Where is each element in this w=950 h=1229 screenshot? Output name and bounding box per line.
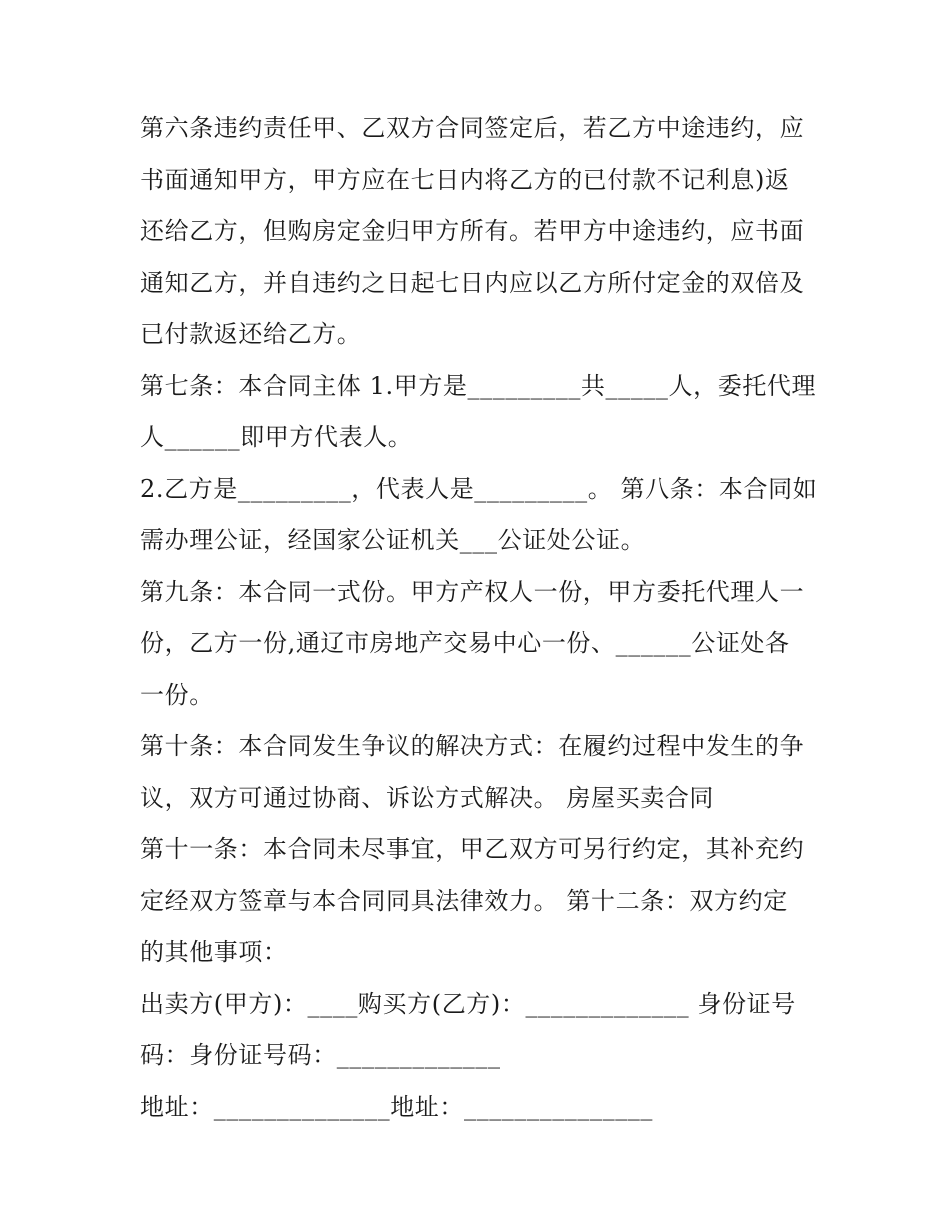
text-line: 一份。 bbox=[140, 680, 214, 709]
text-line: 第十条：本合同发生争议的解决方式：在履约过程中发生的争 bbox=[140, 732, 805, 760]
text-line: 人______即甲方代表人。 bbox=[140, 423, 413, 451]
signatures-paragraph bbox=[140, 979, 820, 1082]
text-line: 的其他事项： bbox=[140, 938, 288, 966]
article-9-paragraph bbox=[140, 567, 820, 722]
text-line: 已付款返还给乙方。 bbox=[140, 320, 362, 348]
text-line: 第六条违约责任甲、乙双方合同签定后，若乙方中途违约，应 bbox=[140, 114, 805, 142]
text-line: 需办理公证，经国家公证机关___公证处公证。 bbox=[140, 526, 646, 554]
text-line: 出卖方(甲方)：____购买方(乙方)：_____________ 身份证号 bbox=[140, 989, 796, 1018]
text-line: 码：身份证号码：_____________ bbox=[140, 1041, 501, 1069]
addresses-paragraph bbox=[140, 1082, 820, 1134]
text-line: 还给乙方，但购房定金归甲方所有。若甲方中途违约，应书面 bbox=[140, 217, 805, 245]
text-line: 议，双方可通过协商、诉讼方式解决。 房屋买卖合同 bbox=[140, 783, 715, 812]
article-10-paragraph bbox=[140, 721, 820, 824]
text-line: 第九条：本合同一式份。甲方产权人一份，甲方委托代理人一 bbox=[140, 577, 805, 606]
text-line: 第七条：本合同主体 1.甲方是_________共_____人，委托代理 bbox=[140, 371, 817, 400]
text-line: 份，乙方一份,通辽市房地产交易中心一份、______公证处各 bbox=[140, 629, 790, 657]
article-7-paragraph bbox=[140, 361, 820, 464]
text-line: 地址：______________地址：_______________ bbox=[140, 1092, 653, 1121]
article-11-12-paragraph bbox=[140, 824, 820, 979]
article-7-8-paragraph bbox=[140, 464, 820, 567]
text-line: 定经双方签章与本合同同具法律效力。 第十二条：双方约定 bbox=[140, 886, 788, 915]
text-line: 通知乙方，并自违约之日起七日内应以乙方所付定金的双倍及 bbox=[140, 268, 805, 297]
contract-page bbox=[140, 103, 820, 1133]
text-line: 书面通知甲方，甲方应在七日内将乙方的已付款不记利息)返 bbox=[140, 165, 790, 194]
article-6-paragraph bbox=[140, 103, 820, 361]
text-line: 2.乙方是_________，代表人是_________。 第八条：本合同如 bbox=[140, 474, 818, 503]
text-line: 第十一条：本合同未尽事宜，甲乙双方可另行约定，其补充约 bbox=[140, 835, 805, 863]
